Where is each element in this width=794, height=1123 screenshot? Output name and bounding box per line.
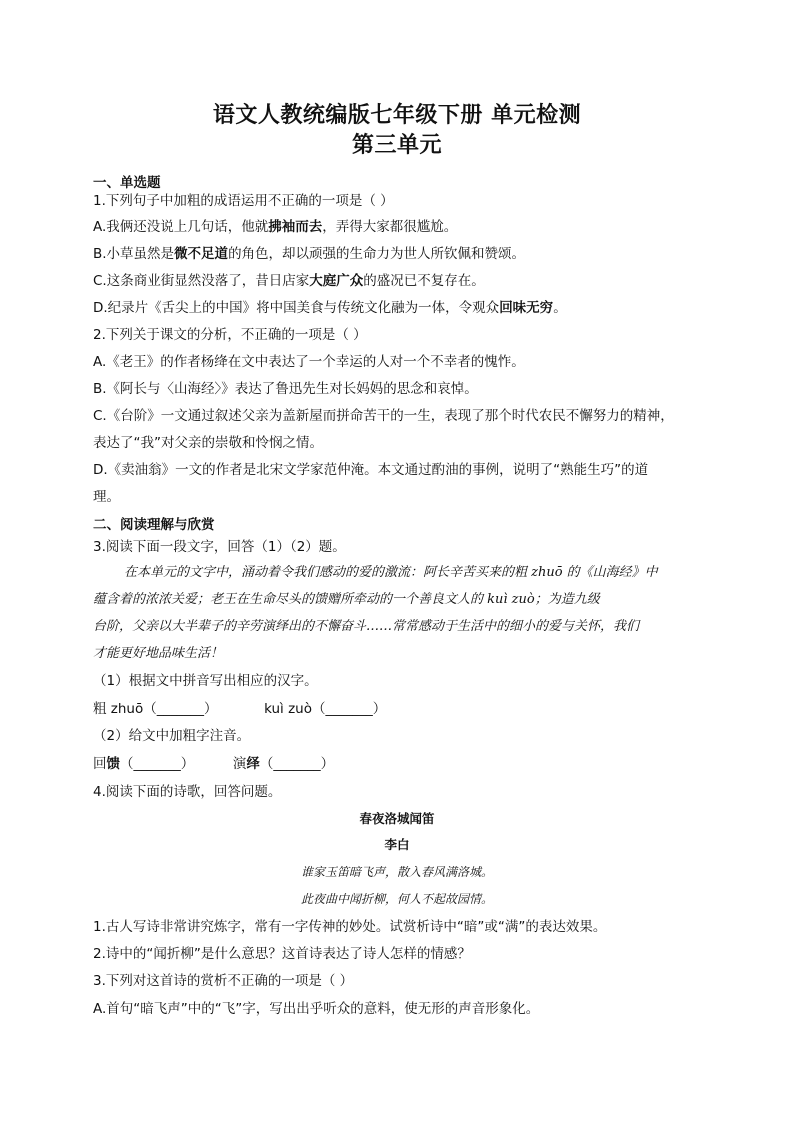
paren-close: ） (204, 701, 218, 717)
option-a-text-pre: A.我俩还没说上几句话，他就 (93, 219, 269, 235)
question-2-option-d-line2: 理。 (93, 489, 120, 505)
poem-title: 春夜洛城闻笛 (359, 811, 435, 826)
passage-line-2: 蕴含着的浓浓关爱；老王在生命尽头的馈赠所牵动的一个善良文人的 kuì zuò；为造九级 (93, 592, 600, 607)
question-4-stem: 4.阅读下面的诗歌，回答问题。 (93, 784, 282, 800)
question-4-part-1: 1.古人写诗非常讲究炼字，常有一字传神的妙处。试赏析诗中“暗”或“满”的表达效果。 (93, 919, 607, 935)
answer-blank-yi[interactable]: （_______） (259, 756, 335, 772)
bold-char-yi: 绎 (246, 756, 260, 772)
question-2-option-c-line1: C.《台阶》一文通过叙述父亲为盖新屋而拼命苦干的一生，表现了那个时代农民不懈努力的精神， (93, 408, 674, 424)
word-yan-prefix: 演 (232, 756, 247, 772)
passage-line-4: 才能更好地品味生活！ (93, 646, 224, 661)
option-d-idiom: 回味无穷 (499, 300, 554, 316)
option-a-idiom: 拂袖而去 (268, 219, 323, 235)
answer-blank-zhuo[interactable]: _______ (156, 701, 204, 717)
option-b-text-pre: B.小草虽然是 (93, 246, 175, 262)
question-4-part-3: 3.下列对这首诗的赏析不正确的一项是（ ） (93, 973, 354, 989)
question-1-option-b (93, 245, 713, 263)
option-a-text-post: ，弄得大家都很尴尬。 (322, 219, 458, 235)
pinyin-zhuo-label: 粗 zhuō（ (93, 701, 157, 717)
question-1-stem: 1.下列句子中加粗的成语运用不正确的一项是（ ） (93, 193, 394, 209)
document-title: 语文人教统编版七年级下册 单元检测 (212, 102, 582, 128)
question-4-part-2: 2.诗中的“闻折柳”是什么意思？这首诗表达了诗人怎样的情感？ (93, 946, 471, 962)
passage-line-1: 在本单元的文字中，涌动着令我们感动的爱的激流：阿长辛苦买来的粗 zhuō 的《山海经》中 (124, 565, 658, 580)
question-4-part-3-option-a: A.首句“暗飞声”中的“飞”字，写出出乎听众的意料，使无形的声音形象化。 (93, 1001, 540, 1017)
bold-char-kui: 馈 (106, 756, 120, 772)
option-d-text-post: 。 (553, 300, 567, 316)
question-2-option-c-line2: 表达了“我”对父亲的崇敬和怜悯之情。 (93, 435, 323, 451)
question-3-sub-2-answers (93, 755, 713, 773)
pinyin-kuizuo-label: kuì zuò（ (264, 701, 326, 717)
question-2-stem: 2.下列关于课文的分析，不正确的一项是（ ） (93, 327, 367, 343)
answer-blank-kui[interactable]: （_______） (120, 756, 195, 772)
question-2-option-b: B.《阿长与〈山海经〉》表达了鲁迅先生对长妈妈的思念和哀悼。 (93, 381, 478, 397)
section-heading-reading: 二、阅读理解与欣赏 (93, 517, 215, 533)
poem-line-2: 此夜曲中闻折柳，何人不起故园情。 (300, 892, 493, 906)
section-heading-single-choice: 一、单选题 (93, 175, 161, 191)
question-2-option-d-line1: D.《卖油翁》一文的作者是北宋文学家范仲淹。本文通过酌油的事例，说明了“熟能生巧”的道 (93, 462, 649, 478)
question-3-sub-1-answers (93, 700, 713, 718)
option-d-text-pre: D.纪录片《舌尖上的中国》将中国美食与传统文化融为一体，令观众 (93, 300, 500, 316)
answer-blank-kuizuo[interactable]: _______ (325, 701, 373, 717)
option-c-text-pre: C.这条商业街显然没落了，昔日店家 (93, 273, 310, 289)
question-1-option-d (93, 299, 713, 317)
paren-close: ） (372, 701, 387, 717)
question-3-sub-2: （2）给文中加粗字注音。 (93, 728, 251, 744)
question-3-stem: 3.阅读下面一段文字，回答（1）（2）题。 (93, 539, 346, 555)
passage-line-3: 台阶，父亲以大半辈子的辛劳演绎出的不懈奋斗……常常感动于生活中的细小的爱与关怀，我们 (93, 619, 640, 634)
question-1-option-a (93, 218, 713, 236)
question-3-sub-1: （1）根据文中拼音写出相应的汉字。 (93, 673, 318, 689)
question-1-option-c (93, 272, 713, 290)
poem-author: 李白 (384, 837, 410, 852)
question-2-option-a: A.《老王》的作者杨绛在文中表达了一个幸运的人对一个不幸者的愧怍。 (93, 354, 525, 370)
option-c-text-post: 的盛况已不复存在。 (363, 273, 485, 289)
document-subtitle: 第三单元 (351, 132, 442, 158)
option-b-text-post: 的角色，却以顽强的生命力为世人所钦佩和赞颂。 (228, 246, 526, 262)
poem-line-1: 谁家玉笛暗飞声，散入春风满洛城。 (300, 865, 493, 879)
option-b-idiom: 微不足道 (174, 246, 229, 262)
option-c-idiom: 大庭广众 (309, 273, 364, 289)
word-hui-prefix: 回 (93, 756, 107, 772)
